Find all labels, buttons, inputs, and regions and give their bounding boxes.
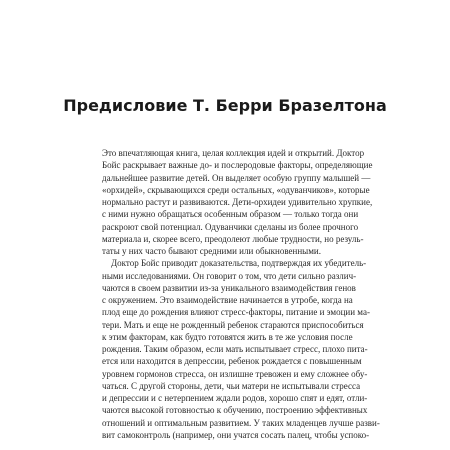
- text-line: материала и, скорее всего, преодолеют любые трудности, но резуль-: [102, 233, 364, 244]
- text-line: дальнейшее развитие детей. Он выделяет особую группу малышей —: [102, 172, 371, 183]
- text-line: Это впечатляющая книга, целая коллекция идей и открытий. Доктор: [102, 148, 365, 158]
- text-line: с окружением. Это взаимодействие начинается в утробе, когда на: [102, 295, 353, 305]
- text-line: чаются высокой готовностью к обучению, построению эффективных: [102, 405, 368, 416]
- text-line: Доктор Бойс приводит доказательства, подтверждая их убедитель-: [111, 258, 367, 269]
- text-line: раскроют свой потенциал. Одуванчики сделаны из более прочного: [102, 221, 359, 232]
- text-line: Бойс раскрывает важные до- и послеродовые факторы, определяющие: [102, 160, 373, 171]
- text-line: чаться. С другой стороны, дети, чьи матери не испытывали стресса: [102, 380, 361, 391]
- text-line: «орхидей», скрывающихся среди остальных, «одуванчиков», которые: [102, 184, 370, 195]
- text-line: нормально растут и развиваются. Дети-орхидеи удивительно хрупкие,: [102, 197, 373, 207]
- text-line: чаются в своем развитии из-за уникального взаимодействия генов: [102, 282, 356, 293]
- paragraph-1: [102, 147, 373, 257]
- text-line: ется или находится в депрессии, ребенок рождается с повышенным: [102, 356, 362, 367]
- paragraph-2: [102, 257, 380, 441]
- text-line: вит самоконтроль (например, они учатся сосать палец, чтобы успоко-: [102, 429, 370, 440]
- text-line: уровнем гормонов стресса, он излишне тревожен и ему сложнее обу-: [102, 368, 368, 379]
- chapter-title: Предисловие Т. Берри Бразелтона: [63, 95, 387, 115]
- body-text: [102, 147, 380, 441]
- text-line: к этим факторам, как будто готовятся жить в те же условия после: [102, 331, 353, 342]
- text-line: рождения. Таким образом, если мать испытывает стресс, плохо пита-: [102, 344, 368, 354]
- text-line: тери. Мать и еще не рожденный ребенок стараются приспособиться: [102, 319, 364, 330]
- text-line: таты у них часто бывают средними или обыкновенными.: [102, 246, 321, 256]
- text-line: плод еще до рождения влияют стресс-факторы, питание и эмоции ма-: [102, 307, 370, 318]
- text-line: с ними нужно обращаться особенным образом — только тогда они: [102, 209, 359, 220]
- text-line: и депрессии и с нетерпением ждали родов, хорошо спят и едят, отли-: [102, 393, 368, 403]
- text-line: ными исследованиями. Он говорит о том, что дети сильно различ-: [102, 270, 357, 281]
- text-line: отношений и оптимальным развитием. У таких младенцев лучше разви-: [102, 417, 380, 428]
